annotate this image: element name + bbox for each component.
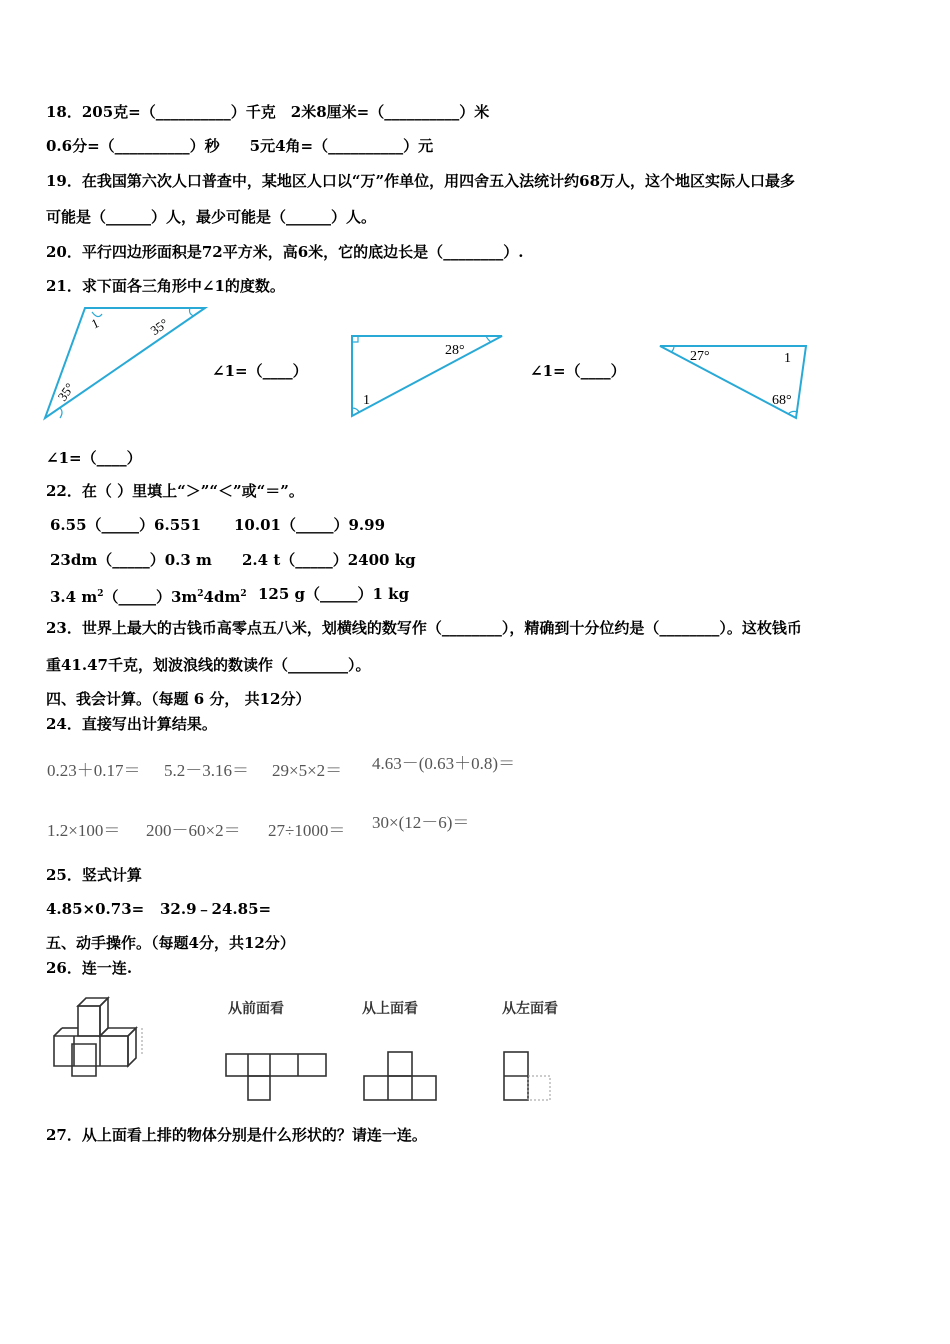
view-front-shape — [222, 1050, 332, 1104]
tri2-angle-top: 28° — [445, 343, 465, 358]
view-left-label: 从左面看 — [502, 1001, 558, 1017]
q22-title: 22．在（ ）里填上“＞”“＜”或“＝”。 — [46, 482, 304, 500]
q22-row2-a: 23dm（_____）0.3 m — [50, 551, 212, 569]
tri3-angle-right-top: 1 — [784, 351, 791, 366]
q20-text: 20．平行四边形面积是72平方米，高6米，它的底边长是（________）. — [46, 243, 524, 261]
q26-title: 26．连一连. — [46, 959, 133, 977]
q24-expr-5: 1.2×100＝ — [47, 821, 121, 840]
triangle-1 — [40, 302, 215, 424]
cube-stack-figure — [48, 996, 150, 1078]
q22-row3-b: 125 g（_____）1 kg — [258, 585, 410, 603]
view-left-shape — [500, 1048, 556, 1104]
tri1-angle-top: 1 — [88, 315, 102, 332]
q25-expr-1: 4.85×0.73= — [46, 900, 145, 918]
tri2-angle-bottom: 1 — [363, 393, 370, 408]
view-top-shape — [360, 1050, 442, 1104]
q24-expr-6: 200－60×2＝ — [146, 821, 241, 840]
tri3-angle-left: 27° — [690, 349, 710, 364]
q22-row3-a: 3.4 $m^2(\_\_\_\_\_)3m^24dm^2$ — [50, 588, 247, 606]
q24-expr-3: 29×5×2＝ — [272, 761, 343, 780]
q24-expr-1: 0.23＋0.17＝ — [47, 761, 141, 780]
q25-title: 25．竖式计算 — [46, 866, 142, 884]
view-top-label: 从上面看 — [362, 1001, 418, 1017]
tri1-angle-right: 35° — [147, 315, 171, 339]
q18-line1: 18．205克=（__________）千克 2米8厘米=（__________）米 — [46, 103, 490, 121]
section4-heading: 四、我会计算。（每题 6 分， 共12分） — [46, 690, 311, 708]
q24-title: 24．直接写出计算结果。 — [46, 715, 217, 733]
q25-expr-2: 32.9﹣24.85= — [160, 900, 272, 918]
tri1-angle-bottom: 35° — [54, 380, 78, 404]
q23-line2: 重41.47千克，划波浪线的数读作（________）。 — [46, 656, 371, 674]
q21-answer-b: ∠1=（____） — [530, 362, 626, 380]
q22-row1-b: 10.01（_____）9.99 — [234, 516, 386, 534]
q24-expr-8: 30×(12－6)＝ — [372, 813, 470, 832]
triangle-2 — [346, 330, 511, 422]
q19-line1: 19．在我国第六次人口普查中，某地区人口以“万”作单位，用四舍五入法统计约68万人，这个地区实际人口最多 — [46, 172, 796, 190]
q24-expr-7: 27÷1000＝ — [268, 821, 346, 840]
q22-row1-a: 6.55（_____）6.551 — [50, 516, 202, 534]
section5-heading: 五、动手操作。（每题4分，共12分） — [46, 934, 295, 952]
q19-line2: 可能是（______）人，最少可能是（______）人。 — [46, 208, 377, 226]
q24-expr-4: 4.63－(0.63＋0.8)＝ — [372, 754, 516, 773]
triangle-3 — [654, 340, 814, 424]
view-front-label: 从前面看 — [228, 1001, 284, 1017]
q27-text: 27．从上面看上排的物体分别是什么形状的？请连一连。 — [46, 1126, 427, 1144]
q24-expr-2: 5.2－3.16＝ — [164, 761, 249, 780]
q22-row2-b: 2.4 t（_____）2400 kg — [242, 551, 416, 569]
q23-line1: 23．世界上最大的古钱币高零点五八米，划横线的数写作（________），精确到十分位约是（________）。这枚钱币 — [46, 619, 802, 637]
q18-line2: 0.6分=（__________）秒 5元4角=（__________）元 — [46, 137, 434, 155]
q21-answer-a: ∠1=（____） — [212, 362, 308, 380]
q21-answer-c: ∠1=（____） — [46, 449, 142, 467]
q21-title: 21．求下面各三角形中∠1的度数。 — [46, 277, 285, 295]
tri3-angle-bottom: 68° — [772, 393, 792, 408]
